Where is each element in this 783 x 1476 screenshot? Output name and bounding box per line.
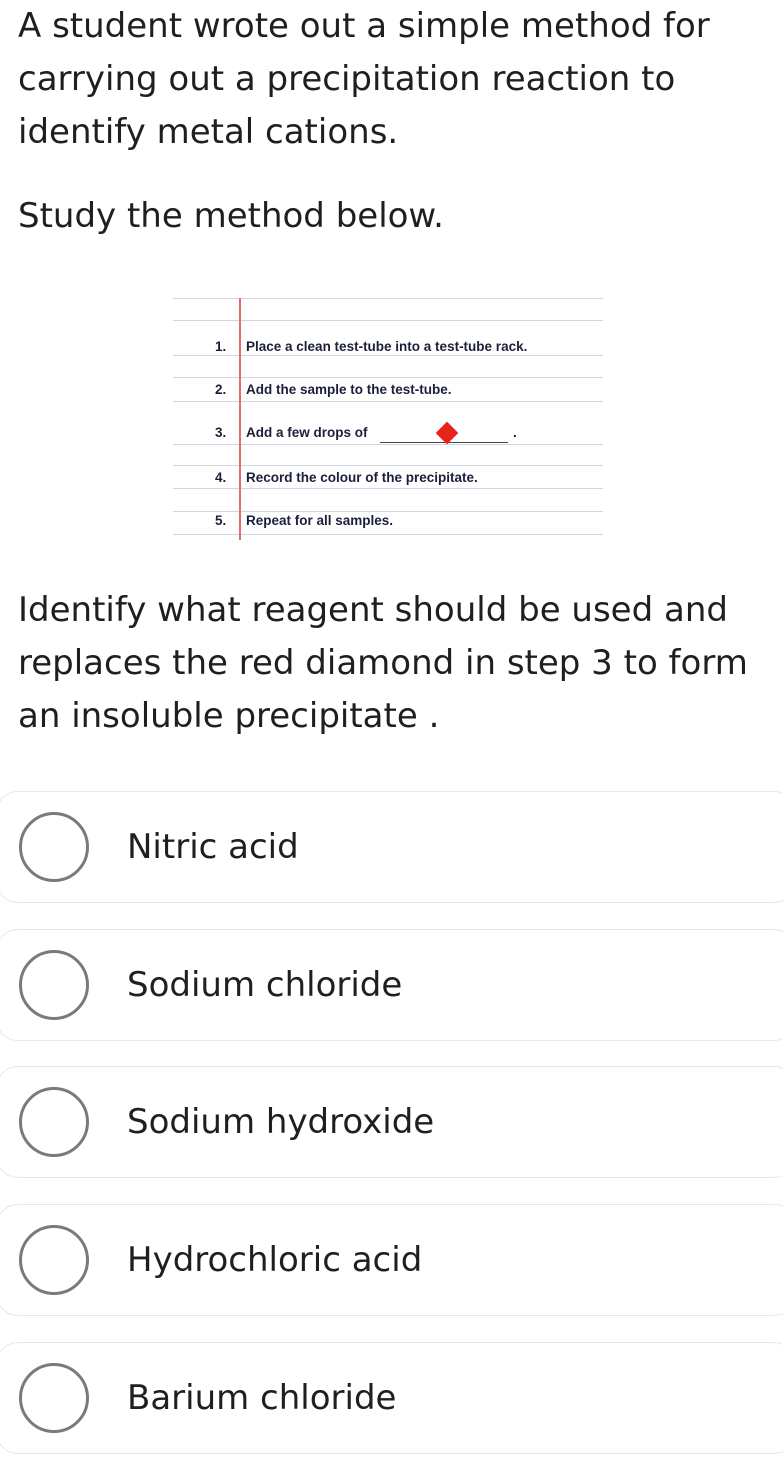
step-text: Add a few drops of xyxy=(246,425,368,440)
answer-option-nitric-acid[interactable] xyxy=(0,791,783,903)
option-label: Sodium chloride xyxy=(127,965,403,1005)
answer-option-sodium-chloride[interactable] xyxy=(0,929,783,1041)
step-suffix: . xyxy=(513,425,517,440)
method-step-2 xyxy=(173,382,603,404)
answer-option-sodium-hydroxide[interactable] xyxy=(0,1066,783,1178)
method-step-5 xyxy=(173,513,603,535)
step-text: Record the colour of the precipitate. xyxy=(246,470,478,485)
option-label: Nitric acid xyxy=(127,827,299,867)
radio-button[interactable] xyxy=(19,812,89,882)
answer-option-hydrochloric-acid[interactable] xyxy=(0,1204,783,1316)
method-step-3 xyxy=(173,425,603,447)
ruled-line xyxy=(173,465,603,466)
step-number: 3. xyxy=(215,425,227,440)
radio-button[interactable] xyxy=(19,1087,89,1157)
step-number: 4. xyxy=(215,470,227,485)
radio-button[interactable] xyxy=(19,1363,89,1433)
step-number: 2. xyxy=(215,382,227,397)
study-instruction: Study the method below. xyxy=(18,196,444,236)
margin-line xyxy=(239,298,241,540)
step-text: Add the sample to the test-tube. xyxy=(246,382,452,397)
option-label: Barium chloride xyxy=(127,1378,397,1418)
step-number: 5. xyxy=(215,513,227,528)
method-step-4 xyxy=(173,470,603,492)
red-diamond-icon xyxy=(436,422,459,445)
answer-option-barium-chloride[interactable] xyxy=(0,1342,783,1454)
method-step-1 xyxy=(173,339,603,361)
method-notebook-image xyxy=(173,298,603,540)
ruled-line xyxy=(173,377,603,378)
step-text: Place a clean test-tube into a test-tube rack. xyxy=(246,339,528,354)
option-label: Sodium hydroxide xyxy=(127,1102,435,1142)
radio-button[interactable] xyxy=(19,1225,89,1295)
step-text: Repeat for all samples. xyxy=(246,513,394,528)
option-label: Hydrochloric acid xyxy=(127,1240,423,1280)
ruled-line xyxy=(173,320,603,321)
ruled-line xyxy=(173,511,603,512)
question-intro: A student wrote out a simple method for carrying out a precipitation reaction to identify metal cations. xyxy=(18,6,710,152)
step-number: 1. xyxy=(215,339,227,354)
radio-button[interactable] xyxy=(19,950,89,1020)
question-prompt: Identify what reagent should be used and replaces the red diamond in step 3 to form an insoluble precipitate . xyxy=(18,590,748,736)
ruled-line xyxy=(173,298,603,299)
